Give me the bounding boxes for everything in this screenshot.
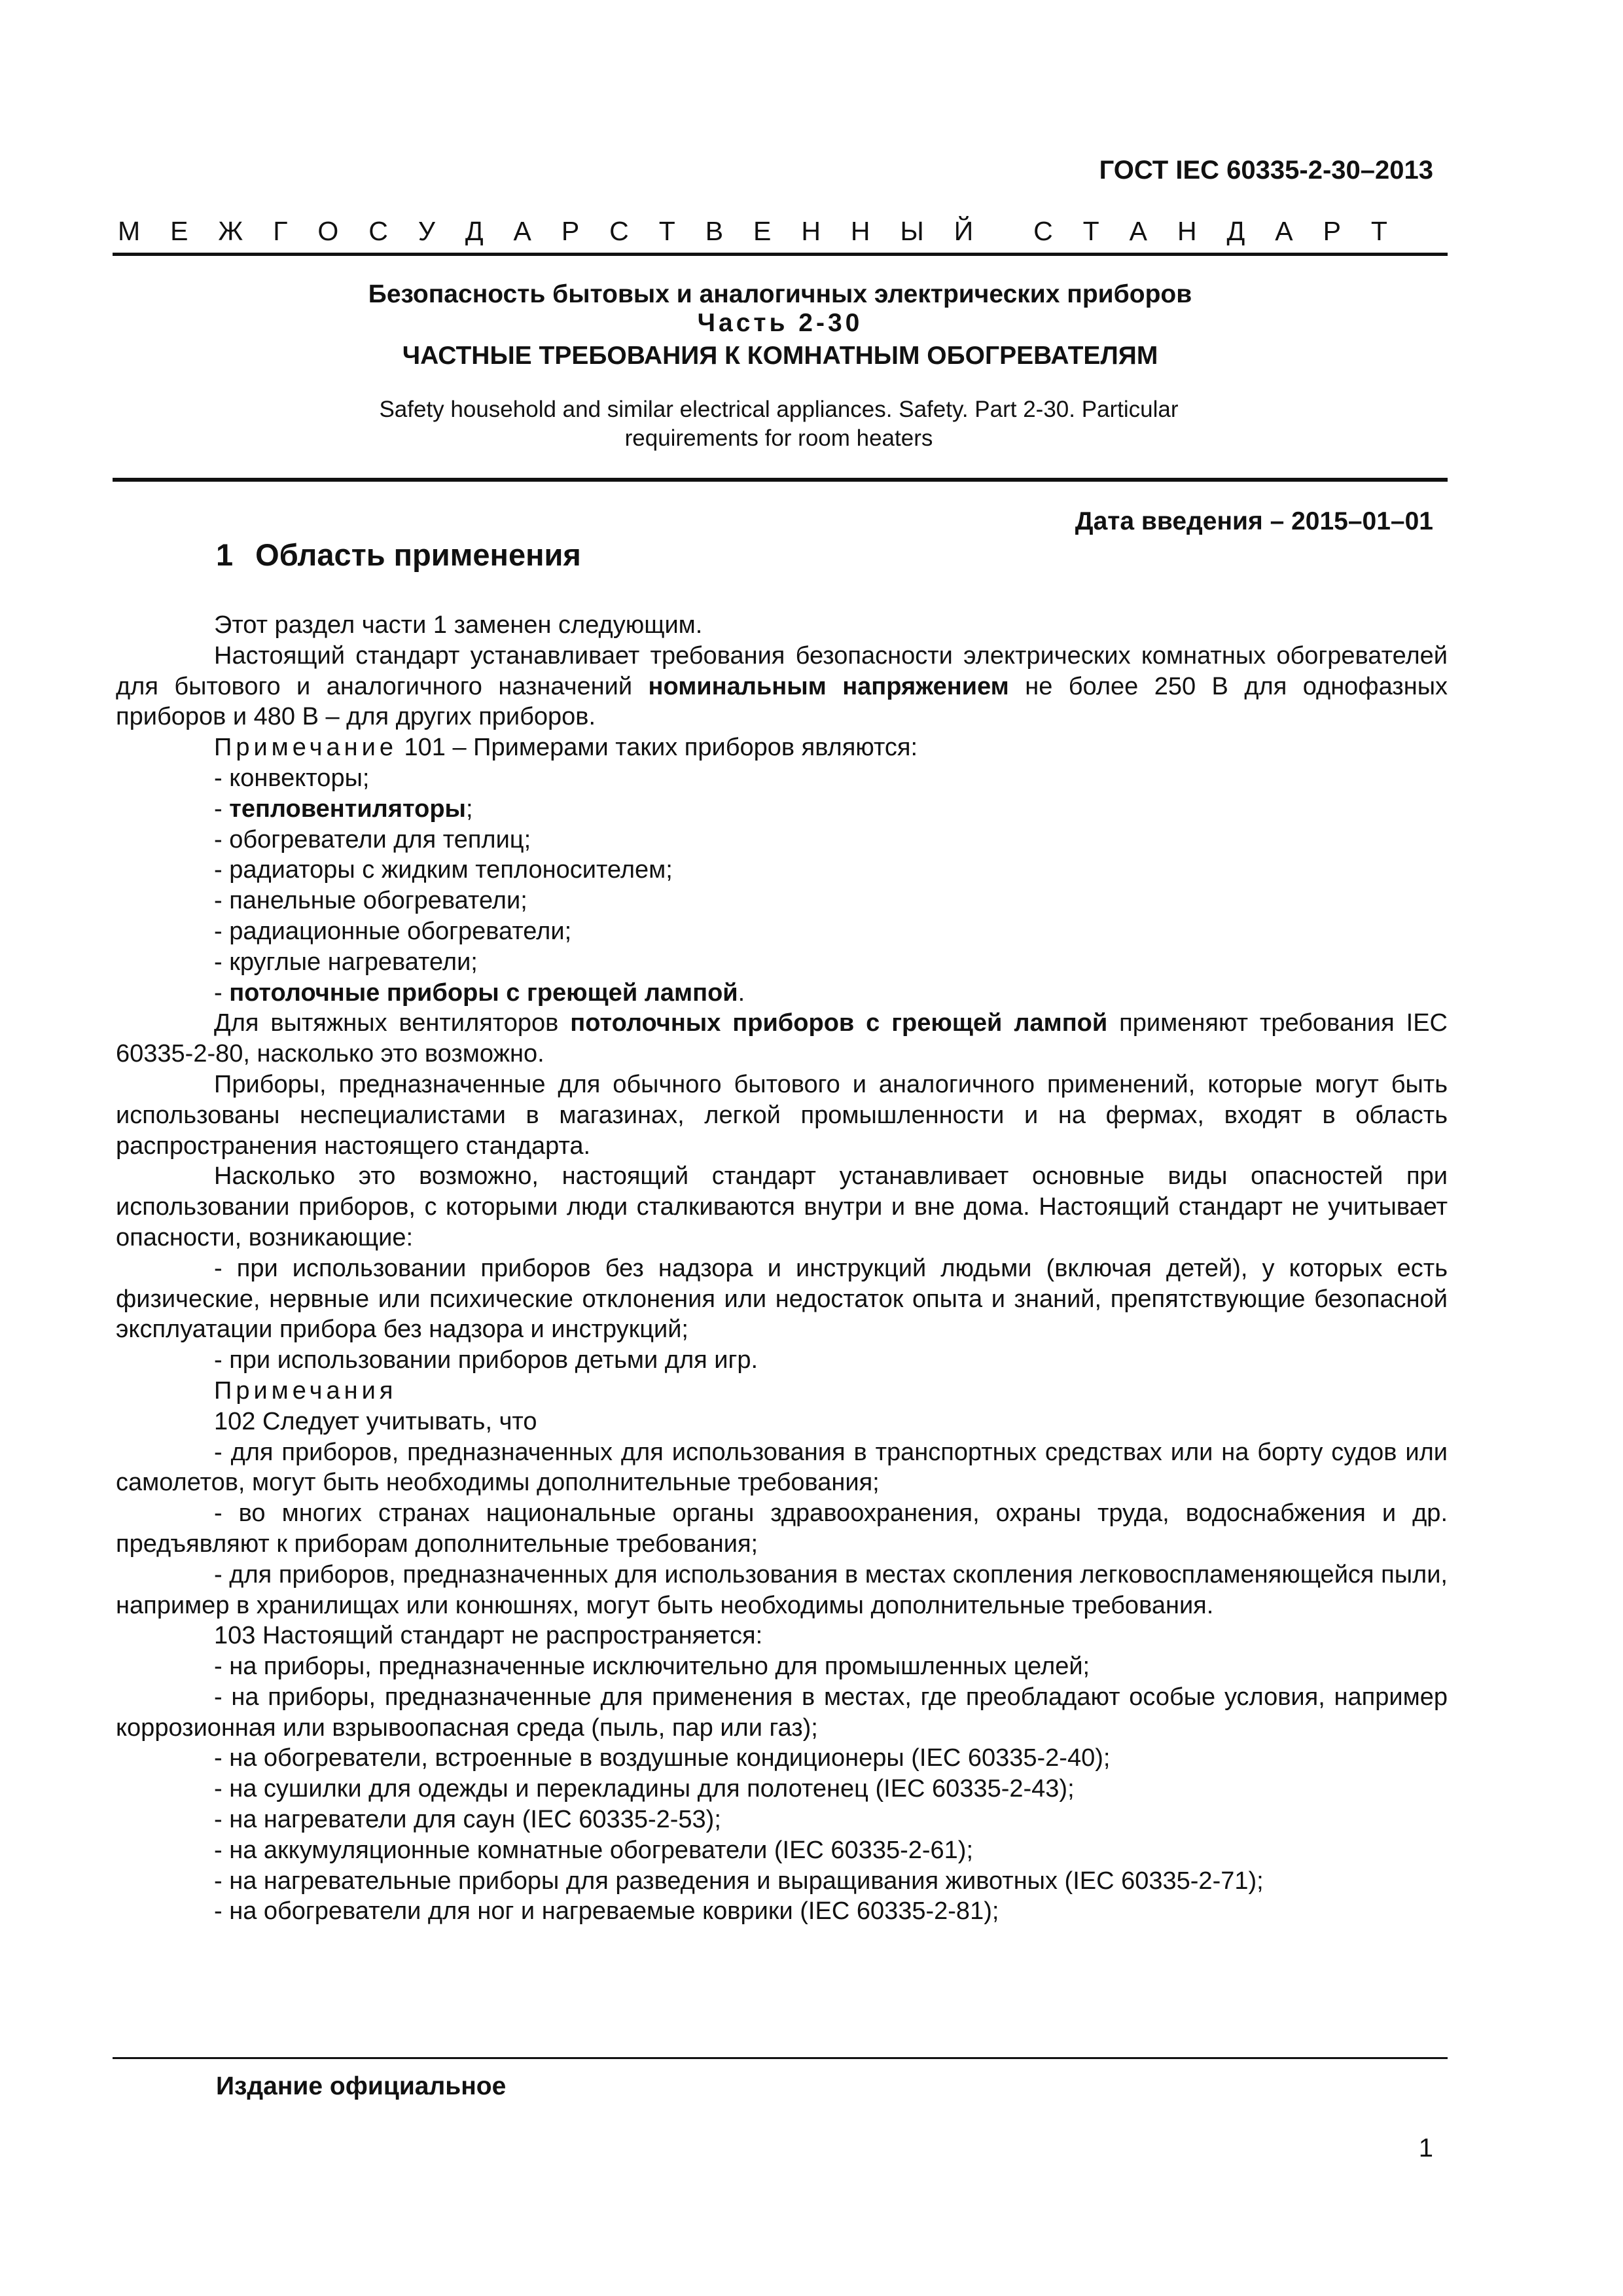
banner-letter: С — [368, 216, 388, 246]
text-run: - — [214, 795, 230, 823]
list-item: - обогреватели для теплиц; — [214, 825, 531, 853]
list-item: - на сушилки для одежды и перекладины для полотенец (IEC 60335-2-43); — [214, 1775, 1075, 1803]
list-item: - на приборы, предназначенные исключительно для промышленных целей; — [214, 1653, 1090, 1681]
banner-letter: Н — [1177, 216, 1197, 246]
list-item: - на нагревательные приборы для разведения и выращивания животных (IEC 60335-2-71); — [214, 1867, 1264, 1895]
section-title: Область применения — [255, 537, 581, 572]
section-number: 1 — [216, 537, 234, 572]
text-run: не более 250 В для однофазных приборов и 480 В – для других приборов. — [116, 672, 1448, 731]
introduction-date: Дата введения – 2015–01–01 — [1075, 507, 1433, 535]
banner-letter: Р — [1323, 216, 1341, 246]
note-label: Примечание — [214, 734, 397, 762]
banner-letter: Ж — [218, 216, 243, 246]
notes-label-text: Примечания — [214, 1376, 397, 1405]
standard-number: ГОСТ IEC 60335-2-30–2013 — [1099, 156, 1433, 185]
section-heading — [216, 537, 581, 573]
document-title — [113, 280, 1448, 370]
note-101 — [116, 732, 1448, 763]
interstate-standard-banner — [118, 216, 1387, 247]
section-body — [116, 610, 1448, 1927]
banner-letter: Т — [1370, 216, 1387, 246]
banner-letter: Р — [561, 216, 580, 246]
title-line: Безопасность бытовых и аналогичных электрических приборов — [368, 280, 1192, 308]
title-subject: ЧАСТНЫЕ ТРЕБОВАНИЯ К КОМНАТНЫМ ОБОГРЕВАТЕЛЯМ — [402, 342, 1158, 370]
paragraph: - для приборов, предназначенных для использования в местах скопления легковоспламеняющейся пыли, например в хранилищах или конюшнях, могут быть необходимы дополнительные требования. — [116, 1560, 1448, 1619]
footer-rule — [113, 2057, 1448, 2059]
banner-letter: В — [705, 216, 724, 246]
banner-letter: Г — [273, 216, 288, 246]
list-item — [116, 978, 1448, 1009]
text-run: применяют требования IEC 60335-2-80, насколько это возможно. — [116, 1009, 1448, 1068]
banner-letter: М — [118, 216, 141, 246]
banner-letter: О — [317, 216, 339, 246]
banner-letter: А — [1129, 216, 1148, 246]
term-bold: номинальным напряжением — [648, 672, 1009, 700]
paragraph: Приборы, предназначенные для обычного бытового и аналогичного применений, которые могут быть использованы неспециалистами в магазинах, легкой промышленности и на фермах, входят в область распространения настоящего стандарта. — [116, 1070, 1448, 1160]
part-number: Часть 2-30 — [697, 309, 863, 337]
list-item: - на аккумуляционные комнатные обогреватели (IEC 60335-2-61); — [214, 1836, 974, 1864]
list-item: - на приборы, предназначенные для применения в местах, где преобладают особые условия, например коррозионная или взрывоопасная среда (пыль, пар или газ); — [116, 1683, 1448, 1742]
text-run: - — [214, 978, 230, 1007]
note-103: 103 Настоящий стандарт не распространяется: — [214, 1622, 763, 1650]
text-run: Настоящий стандарт устанавливает требования безопасности электрических комнатных обогревателей для бытового и аналогичного назначений — [116, 641, 1448, 700]
banner-letter: А — [1275, 216, 1293, 246]
banner-letter: С — [1033, 216, 1053, 246]
note-102: 102 Следует учитывать, что — [214, 1407, 537, 1435]
paragraph — [116, 1008, 1448, 1069]
paragraph — [116, 641, 1448, 732]
paragraph: Этот раздел части 1 заменен следующим. — [214, 611, 703, 639]
banner-letter: Е — [170, 216, 188, 246]
english-title-line: Safety household and similar electrical appliances. Safety. Part 2-30. Particular — [379, 397, 1179, 422]
notes-label — [116, 1376, 1448, 1407]
note-text: 101 – Примерами таких приборов являются: — [397, 734, 918, 762]
banner-letter: Д — [465, 216, 484, 246]
list-item: - на обогреватели, встроенные в воздушные кондиционеры (IEC 60335-2-40); — [214, 1744, 1111, 1772]
term-bold: потолочные приборы с греющей лампой — [229, 978, 738, 1007]
paragraph: - во многих странах национальные органы здравоохранения, охраны труда, водоснабжения и др. предъявляют к приборам дополнительные требования; — [116, 1499, 1448, 1558]
paragraph: - при использовании приборов детьми для игр. — [214, 1346, 758, 1374]
list-item: - круглые нагреватели; — [214, 948, 478, 976]
list-item: - панельные обогреватели; — [214, 887, 527, 915]
banner-letter: Н — [801, 216, 821, 246]
paragraph: - при использовании приборов без надзора и инструкций людьми (включая детей), у которых есть физические, нервные или психические отклонения или недостаток опыта и знаний, препятствующие безопасной эксплуатации прибора без надзора и инструкций; — [116, 1254, 1448, 1344]
page-number: 1 — [1418, 2134, 1433, 2162]
banner-letter: Е — [753, 216, 772, 246]
list-item — [116, 794, 1448, 825]
paragraph: Насколько это возможно, настоящий стандарт устанавливает основные виды опасностей при использовании приборов, с которыми люди сталкиваются внутри и вне дома. Настоящий стандарт не учитывает опасности, возникающие: — [116, 1162, 1448, 1251]
term-bold: потолочных приборов с греющей лампой — [570, 1009, 1108, 1037]
list-item: - радиаторы с жидким теплоносителем; — [214, 856, 673, 884]
banner-letter: Д — [1226, 216, 1245, 246]
banner-letter: Й — [954, 216, 974, 246]
banner-letter: Т — [658, 216, 675, 246]
text-run: . — [738, 978, 745, 1007]
list-item: - на обогреватели для ног и нагреваемые коврики (IEC 60335-2-81); — [214, 1897, 999, 1926]
list-item: - на нагреватели для саун (IEC 60335-2-53); — [214, 1806, 721, 1834]
text-run: Для вытяжных вентиляторов — [214, 1009, 571, 1037]
banner-letter: С — [609, 216, 629, 246]
list-item: - конвекторы; — [214, 764, 370, 792]
list-item: - радиационные обогреватели; — [214, 917, 572, 945]
banner-letter: Н — [850, 216, 870, 246]
text-run: ; — [465, 795, 473, 823]
banner-letter: У — [418, 216, 435, 246]
banner-letter: Ы — [900, 216, 924, 246]
official-edition-label: Издание официальное — [216, 2072, 507, 2100]
banner-letter: А — [513, 216, 531, 246]
english-title — [327, 395, 1230, 453]
banner-letter: Т — [1082, 216, 1099, 246]
title-rule — [113, 478, 1448, 482]
paragraph: - для приборов, предназначенных для использования в транспортных средствах или на борту судов или самолетов, могут быть необходимы дополнительные требования; — [116, 1438, 1448, 1497]
header-rule — [113, 253, 1448, 256]
term-bold: тепловентиляторы — [229, 795, 466, 823]
english-title-line: requirements for room heaters — [624, 425, 933, 451]
